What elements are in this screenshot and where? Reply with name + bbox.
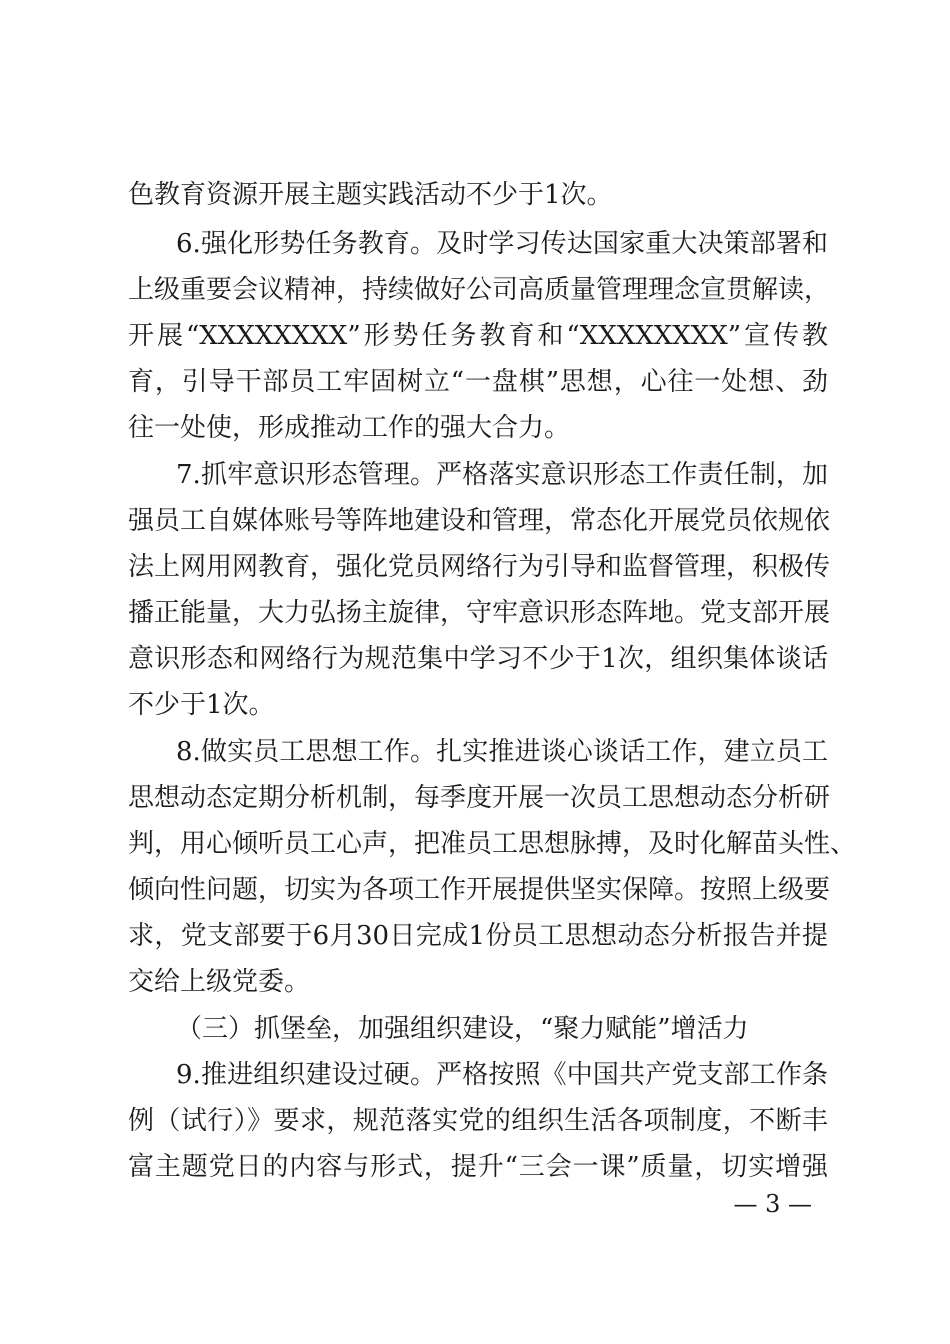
body-text-line: 强员工自媒体账号等阵地建设和管理，常态化开展党员依规依 bbox=[128, 506, 831, 536]
body-text-line: 倾向性问题，切实为各项工作开展提供坚实保障。按照上级要 bbox=[128, 875, 831, 905]
paragraph-8-first-line: 8.做实员工思想工作。扎实推进谈心谈话工作，建立员工 bbox=[176, 737, 828, 767]
body-text-line: 开展“XXXXXXXX”形势任务教育和“XXXXXXXX”宣传教 bbox=[128, 321, 828, 351]
page-number: — 3 — bbox=[733, 1190, 812, 1218]
body-text-line: 判，用心倾听员工心声，把准员工思想脉搏，及时化解苗头性、 bbox=[128, 829, 857, 859]
body-text-line: 思想动态定期分析机制，每季度开展一次员工思想动态分析研 bbox=[128, 783, 831, 813]
body-text-line: 意识形态和网络行为规范集中学习不少于1次，组织集体谈话 bbox=[128, 644, 828, 674]
body-text-line: 往一处使，形成推动工作的强大合力。 bbox=[128, 413, 571, 443]
paragraph-7-first-line: 7.抓牢意识形态管理。严格落实意识形态工作责任制，加 bbox=[176, 460, 828, 490]
body-text-line: 上级重要会议精神，持续做好公司高质量管理理念宣贯解读， bbox=[128, 275, 831, 305]
body-text-line: 例（试行）》要求，规范落实党的组织生活各项制度，不断丰 bbox=[128, 1106, 828, 1136]
body-text-line: 求，党支部要于6月30日完成1份员工思想动态分析报告并提 bbox=[128, 921, 828, 951]
body-text-line: 法上网用网教育，强化党员网络行为引导和监督管理，积极传 bbox=[128, 552, 831, 582]
body-text-line: 富主题党日的内容与形式，提升“三会一课”质量，切实增强 bbox=[128, 1152, 828, 1182]
body-text-line: 育，引导干部员工牢固树立“一盘棋”思想，心往一处想、劲 bbox=[128, 367, 828, 397]
body-text-line: 不少于1次。 bbox=[128, 690, 275, 720]
section-heading: （三）抓堡垒，加强组织建设，“聚力赋能”增活力 bbox=[176, 1014, 749, 1044]
body-text-line: 交给上级党委。 bbox=[128, 967, 311, 997]
body-text-line: 色教育资源开展主题实践活动不少于1次。 bbox=[128, 180, 613, 210]
paragraph-6-first-line: 6.强化形势任务教育。及时学习传达国家重大决策部署和 bbox=[176, 229, 828, 259]
paragraph-9-first-line: 9.推进组织建设过硬。严格按照《中国共产党支部工作条 bbox=[176, 1060, 828, 1090]
body-text-line: 播正能量，大力弘扬主旋律，守牢意识形态阵地。党支部开展 bbox=[128, 598, 831, 628]
